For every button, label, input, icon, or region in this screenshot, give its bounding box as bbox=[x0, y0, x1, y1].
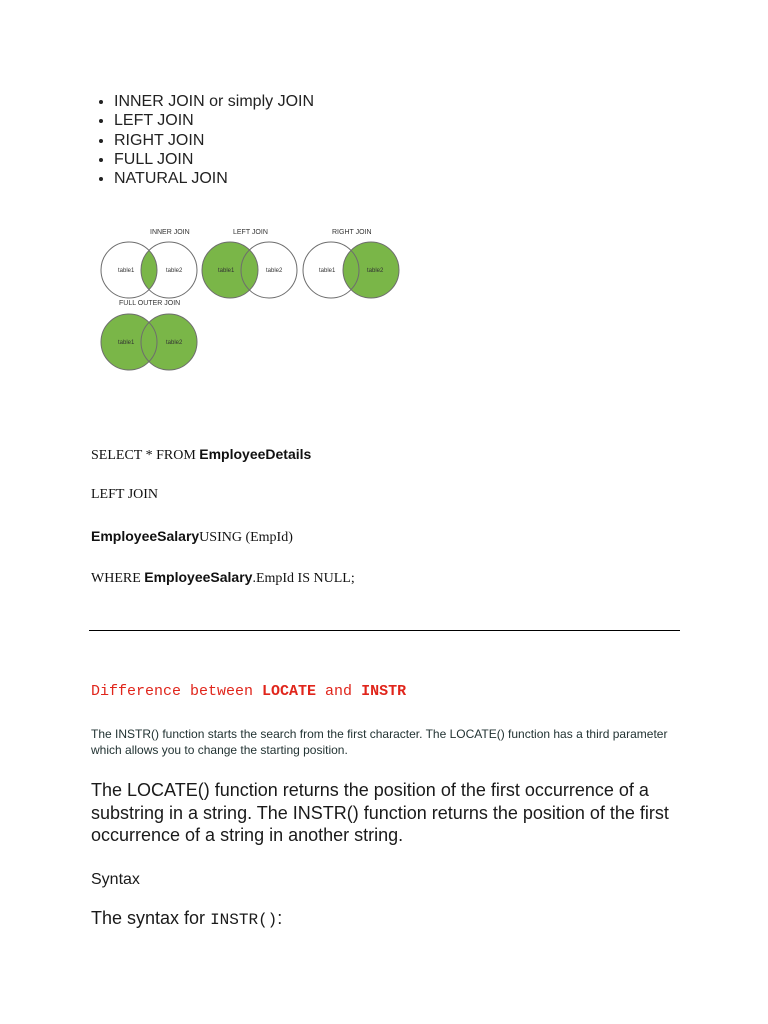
sql-line-where bbox=[91, 569, 355, 587]
venn-title: RIGHT JOIN bbox=[332, 229, 372, 236]
venn-right-label: table2 bbox=[166, 340, 183, 346]
venn-full-outer-join bbox=[101, 300, 197, 370]
venn-left-label: table1 bbox=[319, 268, 336, 274]
sql-text: LEFT JOIN bbox=[91, 487, 159, 502]
list-item: • NATURAL JOIN bbox=[114, 169, 314, 188]
venn-left-label: table1 bbox=[118, 340, 135, 346]
syntax-suffix: : bbox=[277, 908, 283, 928]
sql-line-using bbox=[91, 528, 293, 546]
venn-right-label: table2 bbox=[367, 268, 384, 274]
venn-title: FULL OUTER JOIN bbox=[119, 300, 181, 307]
venn-inner-join bbox=[101, 229, 197, 298]
sql-table-name: EmployeeDetails bbox=[199, 446, 312, 462]
venn-left-label: table1 bbox=[218, 268, 235, 274]
horizontal-divider bbox=[89, 630, 680, 631]
venn-right-label: table2 bbox=[266, 268, 283, 274]
sql-text: .EmpId IS NULL; bbox=[252, 571, 355, 586]
list-item: • INNER JOIN or simply JOIN bbox=[114, 92, 314, 111]
list-item: • RIGHT JOIN bbox=[114, 131, 314, 150]
venn-intersection-fill bbox=[141, 250, 157, 289]
sql-text: SELECT * FROM bbox=[91, 448, 200, 463]
section-heading bbox=[91, 683, 406, 700]
heading-text: and bbox=[316, 683, 362, 700]
venn-left-label: table1 bbox=[118, 268, 135, 274]
venn-title: LEFT JOIN bbox=[233, 229, 268, 236]
syntax-code: INSTR() bbox=[210, 911, 278, 929]
intro-paragraph: The INSTR() function starts the search from the first character. The LOCATE() function has a third parameter which allows you to change the starting position. bbox=[91, 727, 668, 757]
list-item: • LEFT JOIN bbox=[114, 111, 314, 130]
description-paragraph: The LOCATE() function returns the position of the first occurrence of a substring in a string. The INSTR() function returns the position of the first occurrence of a string in another string. bbox=[91, 780, 669, 845]
join-venn-diagram bbox=[92, 222, 414, 374]
venn-svg bbox=[92, 222, 414, 374]
join-types-list bbox=[90, 92, 314, 188]
venn-right-join bbox=[303, 229, 399, 298]
sql-line-select bbox=[91, 446, 311, 464]
venn-title: INNER JOIN bbox=[150, 229, 190, 236]
syntax-text: The syntax for bbox=[91, 908, 211, 928]
heading-keyword: LOCATE bbox=[262, 683, 317, 700]
sql-table-name: EmployeeSalary bbox=[144, 569, 253, 585]
list-item: • FULL JOIN bbox=[114, 150, 314, 169]
syntax-for-line bbox=[91, 908, 282, 929]
sql-text: WHERE bbox=[91, 571, 145, 586]
venn-right-label: table2 bbox=[166, 268, 183, 274]
venn-left-join bbox=[202, 229, 297, 298]
sql-table-name: EmployeeSalary bbox=[91, 528, 200, 544]
syntax-label: Syntax bbox=[91, 871, 140, 888]
sql-line-left-join bbox=[91, 487, 158, 503]
heading-text: Difference between bbox=[91, 683, 263, 700]
heading-keyword: INSTR bbox=[361, 683, 407, 700]
sql-text: USING (EmpId) bbox=[199, 530, 293, 545]
